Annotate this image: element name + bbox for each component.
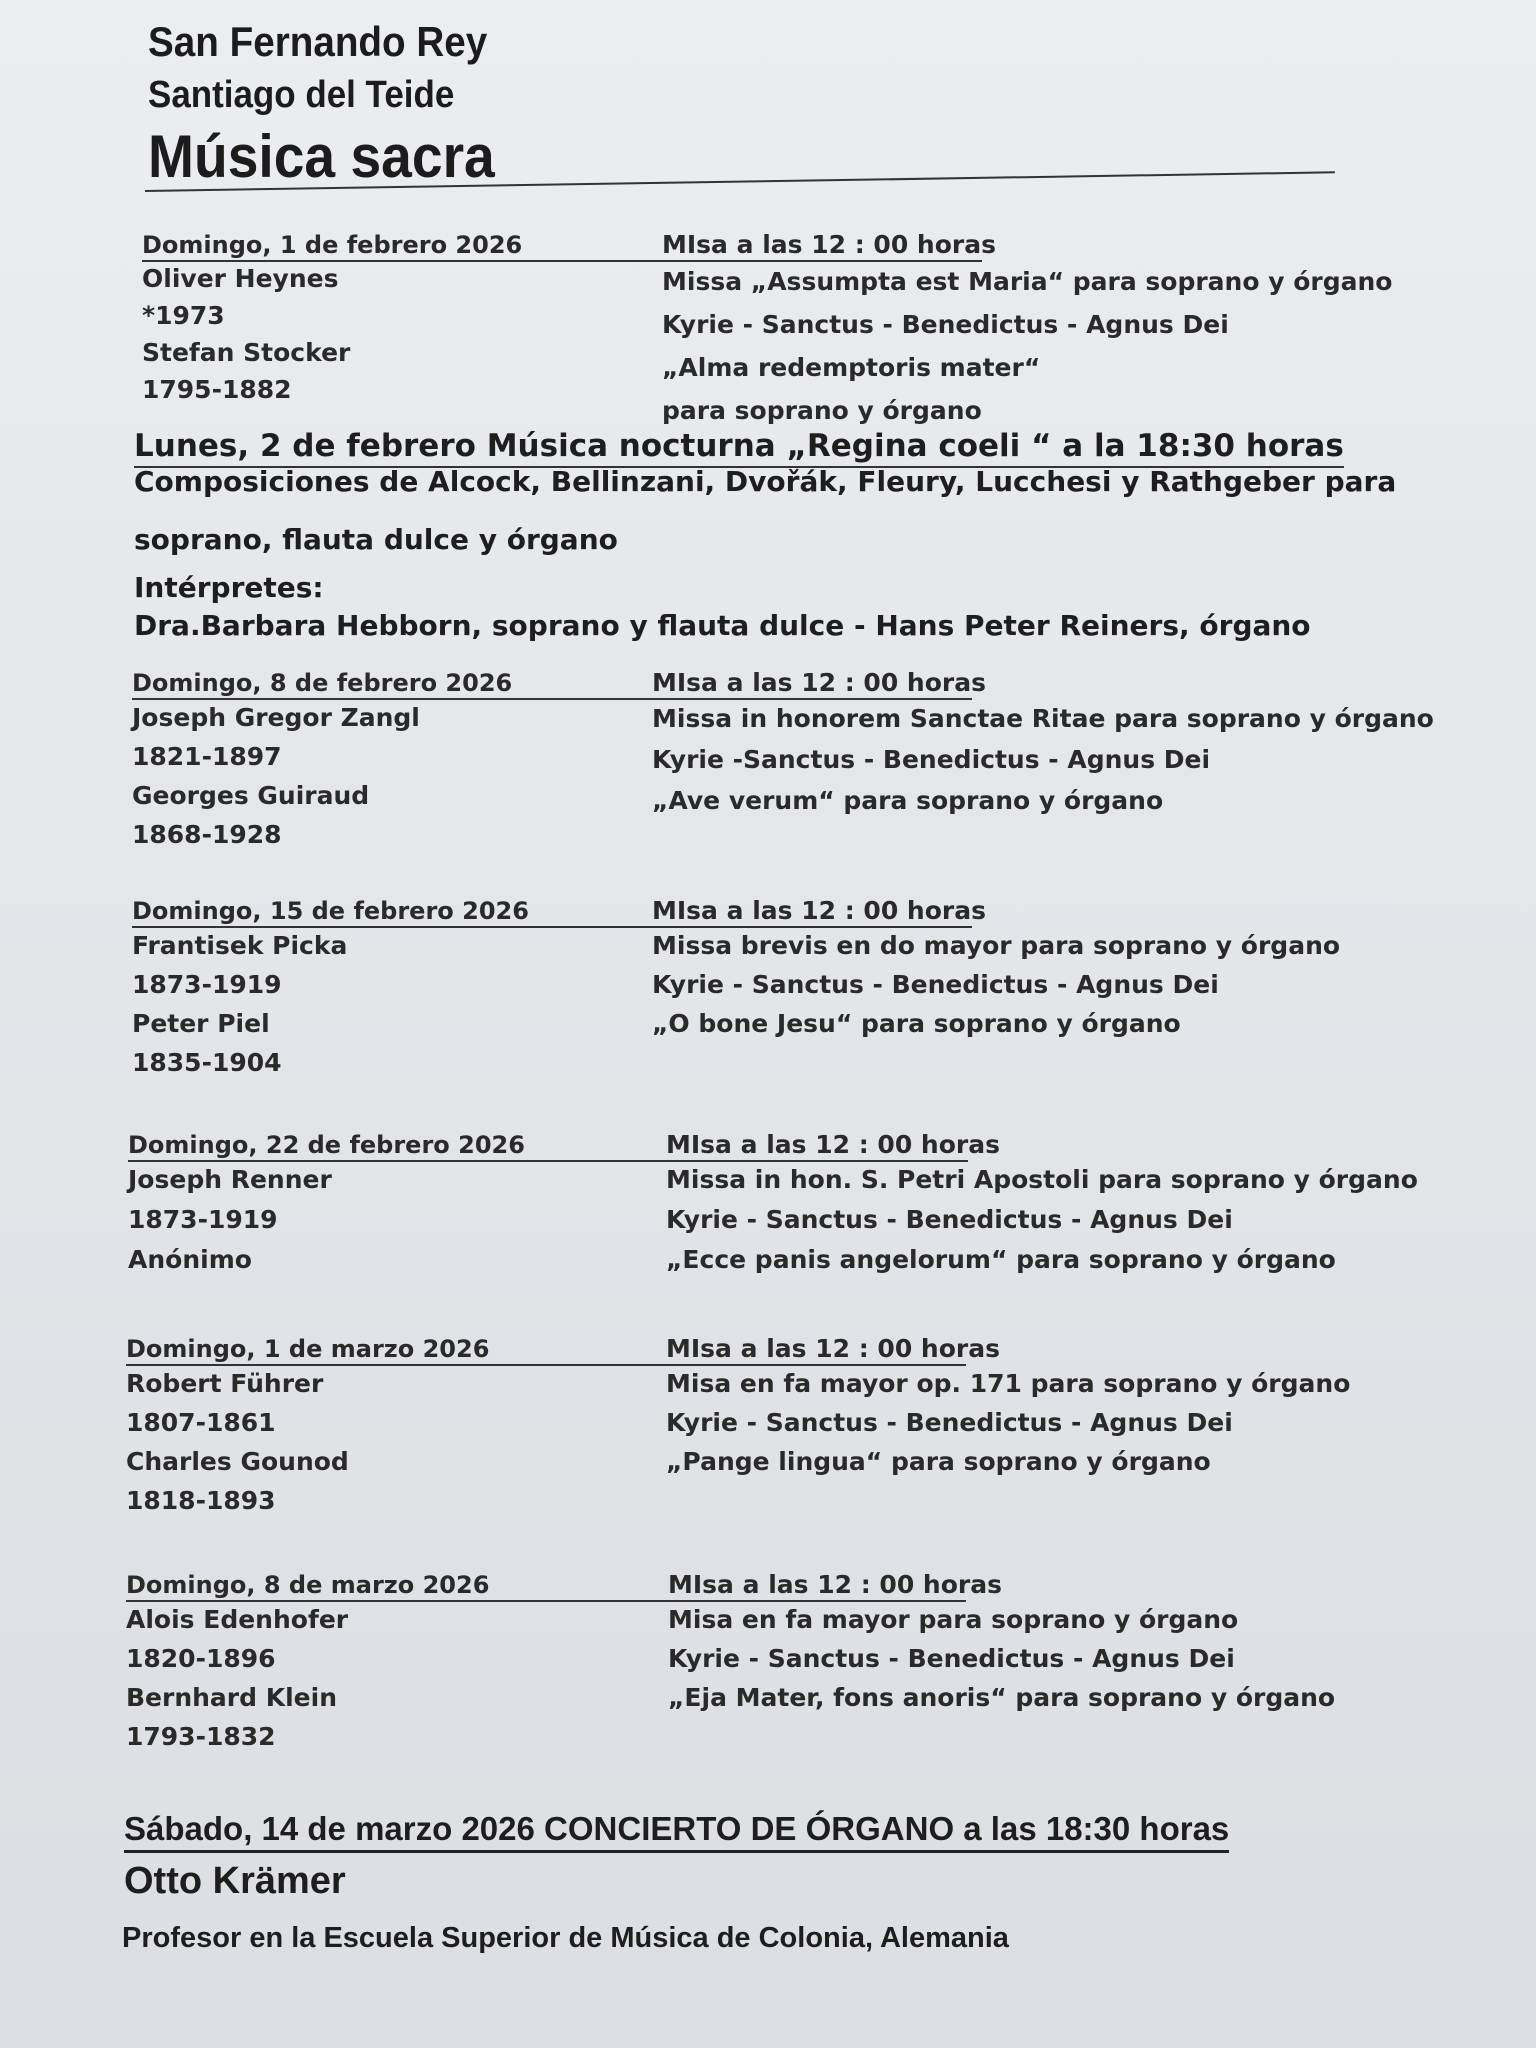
composer-name: Robert Führer xyxy=(126,1369,324,1398)
work-line: Missa „Assumpta est Maria“ para soprano y órgano xyxy=(662,267,1393,296)
town-name: Santiago del Teide xyxy=(148,74,455,116)
event-date: Domingo, 1 de marzo 2026 xyxy=(126,1335,490,1363)
work-line: „Alma redemptoris mater“ xyxy=(662,353,1041,382)
work-line: Kyrie -Sanctus - Benedictus - Agnus Dei xyxy=(652,745,1211,774)
composer-years: 1793-1832 xyxy=(126,1722,276,1751)
composer-name: Stefan Stocker xyxy=(142,338,351,367)
composer-years: 1820-1896 xyxy=(126,1644,276,1673)
interpretes-label: Intérpretes: xyxy=(134,571,324,604)
nocturna-composers: Composiciones de Alcock, Bellinzani, Dvořák, Fleury, Lucchesi y Rathgeber para xyxy=(134,465,1397,498)
work-line: Misa en fa mayor op. 171 para soprano y órgano xyxy=(666,1369,1351,1398)
work-line: Missa in hon. S. Petri Apostoli para soprano y órgano xyxy=(666,1165,1418,1194)
composer-years: 1795-1882 xyxy=(142,375,292,404)
composer-years: 1821-1897 xyxy=(132,742,282,771)
event-date: Domingo, 22 de febrero 2026 xyxy=(128,1131,525,1159)
composer-years: *1973 xyxy=(142,301,225,330)
work-line: Kyrie - Sanctus - Benedictus - Agnus Dei xyxy=(662,310,1229,339)
composer-name: Georges Guiraud xyxy=(132,781,370,810)
organist-name: Otto Krämer xyxy=(124,1860,346,1902)
mass-time: MIsa a las 12 : 00 horas xyxy=(668,1570,1002,1599)
composers-column xyxy=(128,1130,525,1280)
work-line: Kyrie - Sanctus - Benedictus - Agnus Dei xyxy=(666,1205,1233,1234)
nocturna-instruments: soprano, flauta dulce y órgano xyxy=(134,523,618,556)
work-line: „O bone Jesu“ para soprano y órgano xyxy=(652,1009,1181,1038)
composer-years: 1868-1928 xyxy=(132,820,282,849)
mass-time: MIsa a las 12 : 00 horas xyxy=(652,668,986,697)
work-line: „Ave verum“ para soprano y órgano xyxy=(652,786,1164,815)
work-line: Kyrie - Sanctus - Benedictus - Agnus Dei xyxy=(668,1644,1235,1673)
composer-name: Peter Piel xyxy=(132,1009,270,1038)
work-line: Kyrie - Sanctus - Benedictus - Agnus Dei xyxy=(666,1408,1233,1437)
event-date: Domingo, 1 de febrero 2026 xyxy=(142,231,523,259)
work-line: „Eja Mater, fons anoris“ para soprano y órgano xyxy=(668,1683,1336,1712)
composer-years: 1873-1919 xyxy=(128,1205,278,1234)
event-date: Domingo, 8 de febrero 2026 xyxy=(132,669,513,697)
works-column xyxy=(652,668,1432,821)
church-name: San Fernando Rey xyxy=(148,18,488,65)
composers-column xyxy=(132,668,512,854)
composer-name: Oliver Heynes xyxy=(142,264,339,293)
organist-affiliation: Profesor en la Escuela Superior de Música de Colonia, Alemania xyxy=(122,1922,1009,1954)
composer-name: Bernhard Klein xyxy=(126,1683,337,1712)
work-line: „Pange lingua“ para soprano y órgano xyxy=(666,1447,1211,1476)
works-column xyxy=(666,1130,1446,1280)
work-line: „Ecce panis angelorum“ para soprano y órgano xyxy=(666,1245,1336,1274)
works-column xyxy=(666,1334,1446,1481)
composer-name: Frantisek Picka xyxy=(132,931,348,960)
composer-name: Joseph Gregor Zangl xyxy=(132,703,420,732)
composer-name: Joseph Renner xyxy=(128,1165,332,1194)
composer-years: 1873-1919 xyxy=(132,970,282,999)
composer-name: Charles Gounod xyxy=(126,1447,349,1476)
composers-column xyxy=(132,896,529,1082)
work-line: Missa brevis en do mayor para soprano y órgano xyxy=(652,931,1341,960)
composers-column xyxy=(126,1570,489,1756)
composers-column xyxy=(126,1334,489,1520)
event-date: Domingo, 8 de marzo 2026 xyxy=(126,1571,490,1599)
work-line: Misa en fa mayor para soprano y órgano xyxy=(668,1605,1239,1634)
composer-name: Alois Edenhofer xyxy=(126,1605,349,1634)
composer-name: Anónimo xyxy=(128,1245,252,1274)
mass-time: MIsa a las 12 : 00 horas xyxy=(662,230,996,259)
nocturna-title: Lunes, 2 de febrero Música nocturna „Regina coeli “ a la 18:30 horas xyxy=(134,428,1344,468)
work-line: Missa in honorem Sanctae Ritae para soprano y órgano xyxy=(652,704,1434,733)
mass-time: MIsa a las 12 : 00 horas xyxy=(666,1130,1000,1159)
composer-years: 1835-1904 xyxy=(132,1048,282,1077)
work-line: para soprano y órgano xyxy=(662,396,982,425)
concert-title: Sábado, 14 de marzo 2026 CONCIERTO DE ÓRGANO a las 18:30 horas xyxy=(124,1810,1229,1853)
works-column xyxy=(652,896,1432,1043)
mass-time: MIsa a las 12 : 00 horas xyxy=(666,1334,1000,1363)
composers-column xyxy=(142,230,522,408)
composer-years: 1818-1893 xyxy=(126,1486,276,1515)
page-title: Música sacra xyxy=(148,123,495,190)
event-date: Domingo, 15 de febrero 2026 xyxy=(132,897,529,925)
mass-time: MIsa a las 12 : 00 horas xyxy=(652,896,986,925)
composer-years: 1807-1861 xyxy=(126,1408,276,1437)
work-line: Kyrie - Sanctus - Benedictus - Agnus Dei xyxy=(652,970,1219,999)
interpretes-names: Dra.Barbara Hebborn, soprano y flauta dulce - Hans Peter Reiners, órgano xyxy=(134,609,1311,642)
works-column xyxy=(662,230,1442,432)
works-column xyxy=(668,1570,1448,1717)
